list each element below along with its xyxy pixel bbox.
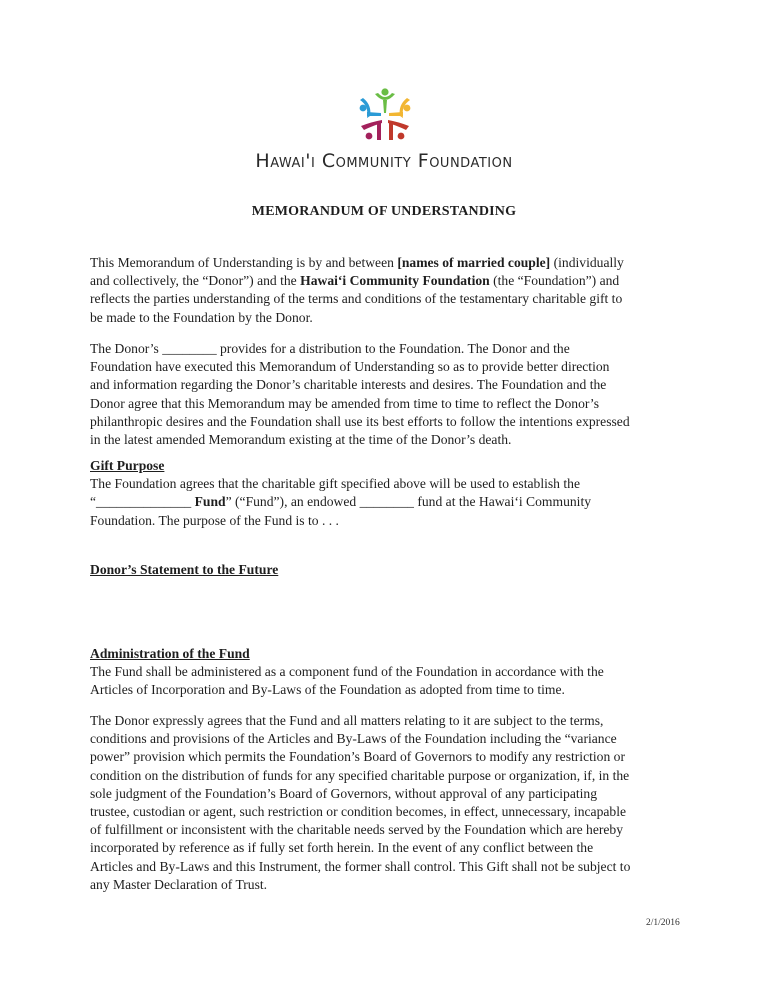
paragraph-line: Donor agree that this Memorandum may be amended from time to time to reflect the Donor’s xyxy=(90,395,599,411)
donor-paragraph xyxy=(90,340,690,449)
paragraph-line: power” provision which permits the Foundation’s Board of Governors to modify any restriction or xyxy=(90,749,625,765)
paragraph-line: sole judgment of the Foundation’s Board of Governors, without approval of any participating xyxy=(90,785,598,801)
paragraph-line: The Donor expressly agrees that the Fund and all matters relating to it are subject to the terms, xyxy=(90,713,604,728)
intro-line: reflects the parties understanding of the terms and conditions of the testamentary charitable gift to xyxy=(90,291,623,307)
paragraph-line: of fulfillment or inconsistent with the charitable needs served by the Foundation which are hereby xyxy=(90,822,624,838)
footer-date: 2/1/2016 xyxy=(646,918,680,928)
gift-purpose-section xyxy=(90,457,690,530)
paragraph-line: and information regarding the Donor’s charitable interests and desires. The Foundation and the xyxy=(90,377,607,393)
document-title: MEMORANDUM OF UNDERSTANDING xyxy=(251,204,517,219)
intro-line: This Memorandum of Understanding is by and between [names of married couple] (individually xyxy=(90,255,624,270)
donor-statement-section xyxy=(90,561,690,579)
paragraph-line: trustee, custodian or agent, such restriction or condition becomes, in effect, unnecessary, incapable xyxy=(90,804,627,820)
administration-section xyxy=(90,645,690,700)
donor-statement-heading: Donor’s Statement to the Future xyxy=(90,562,279,577)
intro-paragraph xyxy=(90,254,690,327)
paragraph-line: condition on the distribution of funds for any specified charitable purpose or organization, if, in the xyxy=(90,767,630,783)
paragraph-line: philanthropic desires and the Foundation shall use its best efforts to follow the intentions expressed xyxy=(90,413,630,429)
gift-purpose-heading: Gift Purpose xyxy=(90,458,165,473)
paragraph-line: any Master Declaration of Trust. xyxy=(90,876,268,892)
paragraph-line: The Foundation agrees that the charitable gift specified above will be used to establish the xyxy=(90,476,580,492)
paragraph-line: Foundation have executed this Memorandum of Understanding so as to provide better direction xyxy=(90,359,610,375)
intro-line: be made to the Foundation by the Donor. xyxy=(90,309,313,325)
paragraph-line: Articles of Incorporation and By-Laws of the Foundation as adopted from time to time. xyxy=(90,682,565,698)
administration-paragraph-2 xyxy=(90,712,690,894)
organization-name: Hawai'i Community Foundation xyxy=(255,150,513,172)
paragraph-line: incorporated by reference as if fully set forth herein. In the event of any conflict between the xyxy=(90,840,594,856)
intro-line: and collectively, the “Donor”) and the Hawaiʻi Community Foundation (the “Foundation”) and xyxy=(90,273,620,289)
paragraph-line: The Fund shall be administered as a component fund of the Foundation in accordance with the xyxy=(90,664,604,680)
administration-heading: Administration of the Fund xyxy=(90,646,250,661)
paragraph-line: conditions and provisions of the Articles and By-Laws of the Foundation including the “variance xyxy=(90,731,617,747)
paragraph-line: Foundation. The purpose of the Fund is to . . . xyxy=(90,512,339,528)
paragraph-line: in the latest amended Memorandum existing at the time of the Donor’s death. xyxy=(90,432,512,448)
paragraph-line: “______________ Fund” (“Fund”), an endowed ________ fund at the Hawaiʻi Community xyxy=(90,494,592,510)
paragraph-line: Articles and By-Laws and this Instrument, the former shall control. This Gift shall not be subject to xyxy=(90,858,631,874)
paragraph-line: The Donor’s ________ provides for a distribution to the Foundation. The Donor and the xyxy=(90,341,570,356)
hcf-people-star-logo-icon xyxy=(355,86,415,144)
